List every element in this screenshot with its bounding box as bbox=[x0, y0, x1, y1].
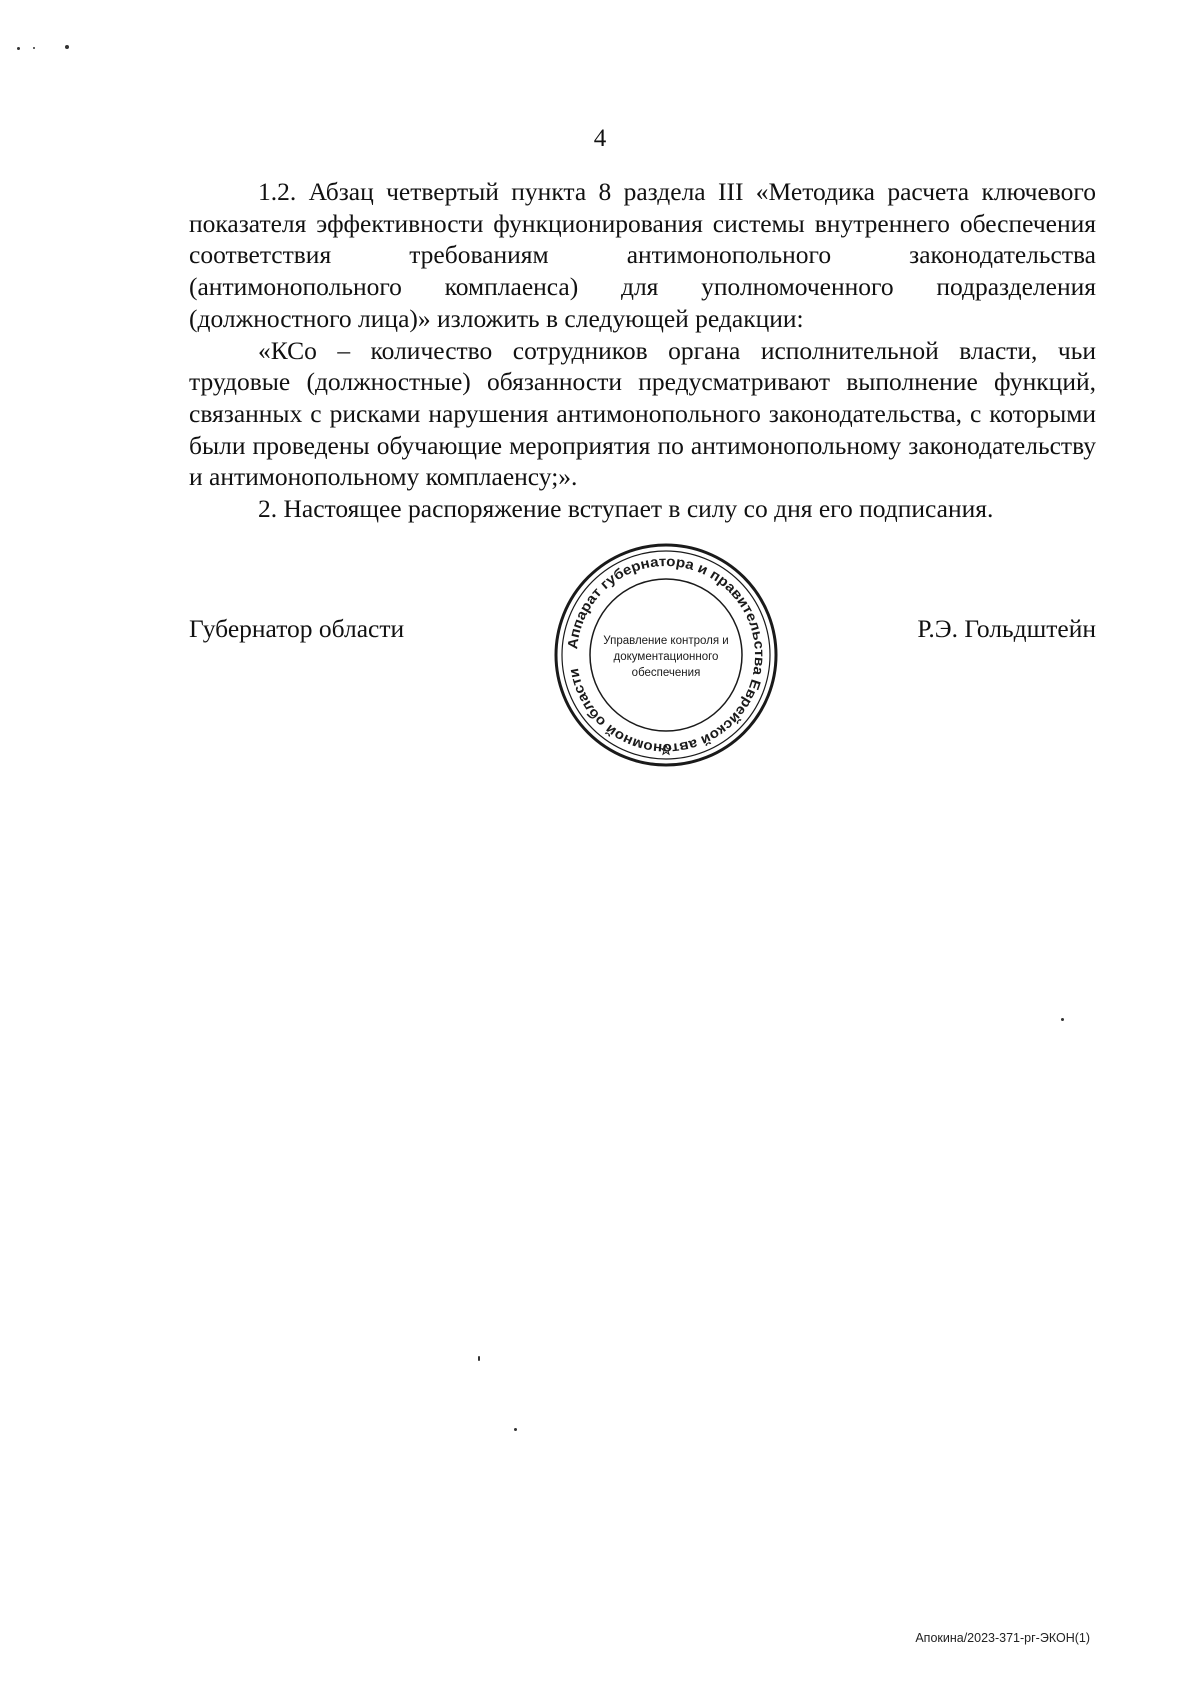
paragraph-1-2-text: 1.2. Абзац четвертый пункта 8 раздела III «Методика расчета ключевого показателя эффективности функционирования системы внутреннего обеспечения соответствия требованиям антимонопольного законодательства (антимонопольного комплаенса) для уполномоченного подразделения (должностного лица)» изложить в следующей редакции: bbox=[189, 177, 1096, 333]
seal-center-line-2: документационного bbox=[613, 651, 719, 663]
scan-speck bbox=[33, 47, 35, 49]
seal-outer-text: Аппарат губернатора и правительства Еврейской автономной области bbox=[564, 552, 769, 758]
paragraph-kso-definition bbox=[189, 335, 1096, 494]
scan-speck bbox=[478, 1356, 480, 1361]
scan-speck bbox=[65, 45, 69, 49]
signatory-name: Р.Э. Гольдштейн bbox=[917, 614, 1096, 643]
seal-center-line-1: Управление контроля и bbox=[603, 635, 729, 647]
seal-center-line-3: обеспечения bbox=[631, 667, 701, 679]
paragraph-2 bbox=[189, 493, 1096, 525]
scan-speck bbox=[514, 1428, 517, 1431]
paragraph-kso-definition-text: «КСо – количество сотрудников органа исполнительной власти, чьи трудовые (должностные) обязанности предусматривают выполнение функций, связанных с рисками нарушения антимонопольного законодательства, с которыми были проведены обучающие мероприятия по антимонопольному законодательству и антимонопольному комплаенсу;». bbox=[189, 335, 1096, 492]
document-body bbox=[189, 176, 1096, 525]
paragraph-2-text: 2. Настоящее распоряжение вступает в силу со дня его подписания. bbox=[258, 494, 994, 524]
signatory-position: Губернатор области bbox=[189, 614, 405, 643]
scan-speck bbox=[17, 47, 20, 50]
footer-document-code: Апокина/2023-371-рг-ЭКОН(1) bbox=[915, 1631, 1090, 1645]
official-seal bbox=[551, 540, 781, 770]
scan-speck bbox=[1061, 1018, 1064, 1021]
paragraph-1-2 bbox=[189, 176, 1096, 335]
page-number: 4 bbox=[593, 125, 607, 152]
